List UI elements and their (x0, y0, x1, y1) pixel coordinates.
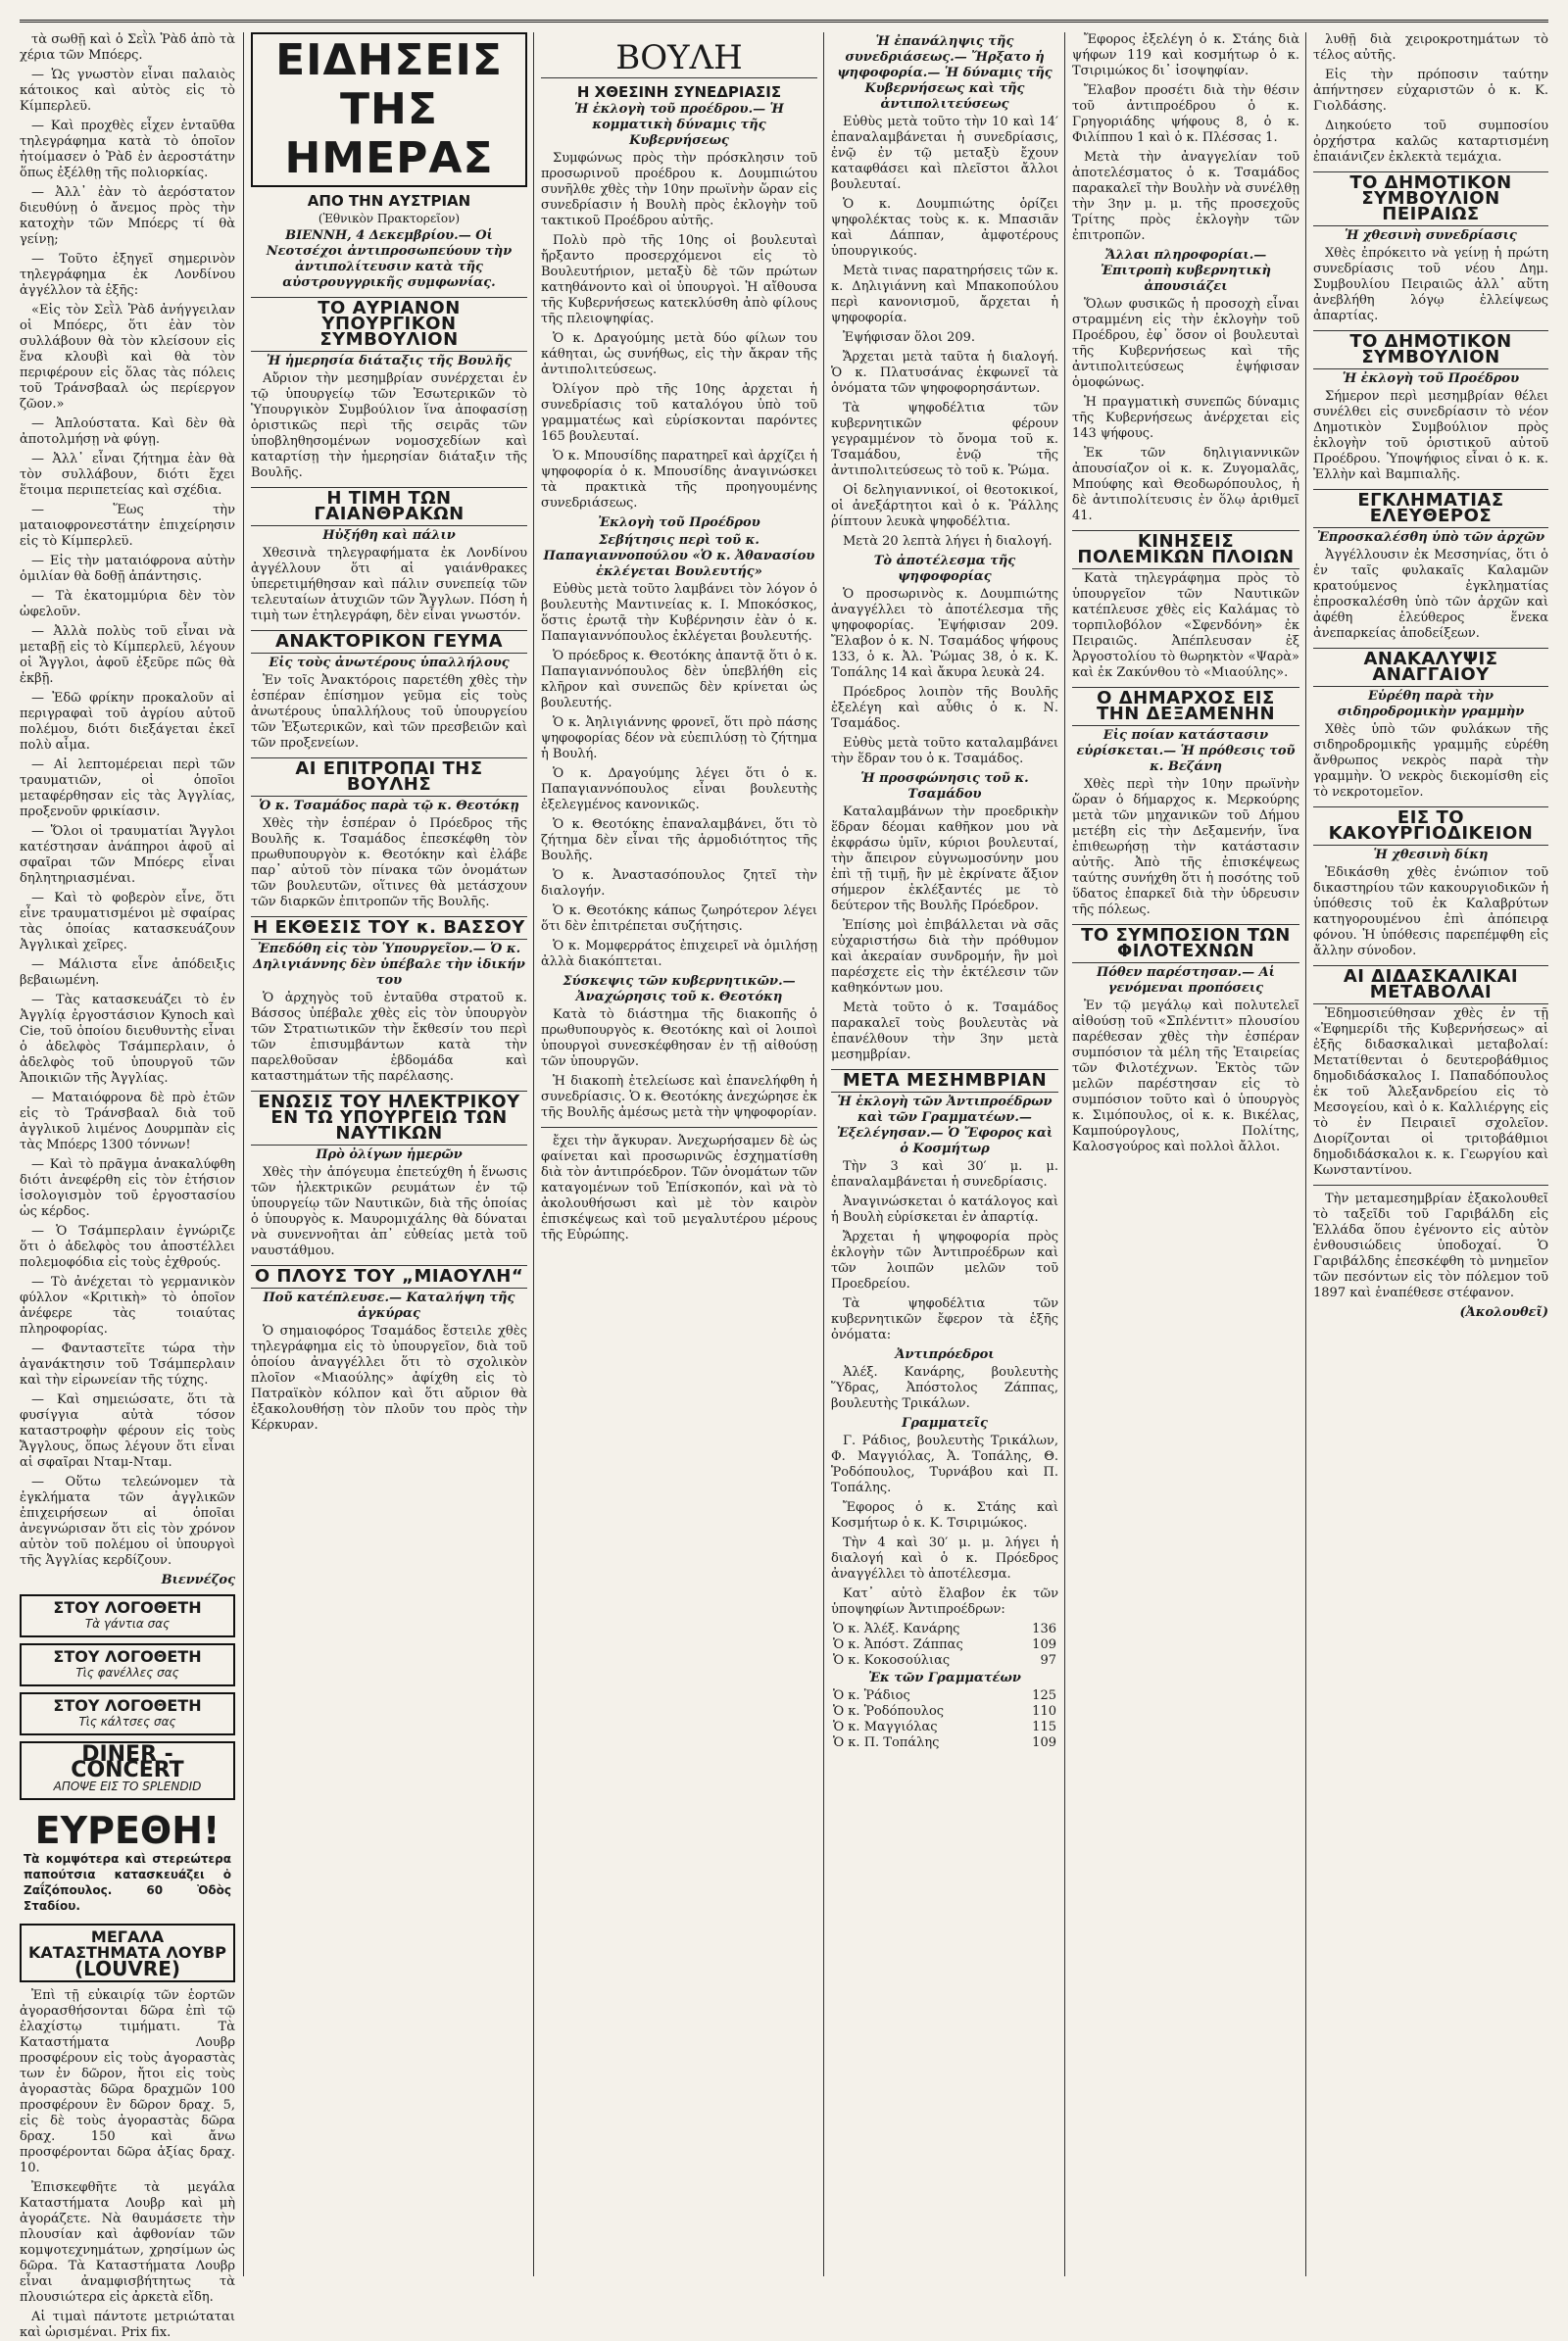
article-paragraph: Ἀναγινώσκεται ὁ κατάλογος καὶ ἡ Βουλὴ εὑρίσκεται ἐν ἀπαρτίᾳ. (831, 1195, 1058, 1225)
article-paragraph: — Ἀπλούστατα. Καὶ δὲν θὰ ἀποτολμήσῃ νὰ φύγῃ. (20, 416, 235, 447)
column-3 (541, 32, 817, 2276)
advert-paragraph: Ἐπὶ τῇ εὐκαιρίᾳ τῶν ἑορτῶν ἀγορασθήσονται δῶρα ἐπὶ τῷ ἐλαχίστῳ τιμήματι. Τὰ Καταστήματα Λουβρ προσφέρουν εἰς τοὺς ἀγοραστὰς των ἐν δῶρον, ἤτοι εἰς τοὺς ἀγοραστὰς δῶρα δραχμῶν 100 προσφέρουν ἓν δῶρον δραχ. 5, εἰς δὲ τοὺς ἀγοραστὰς δῶρα δραχ. 150 καὶ ἄνω προσφέρονται δῶρα ἀξίας δραχ. 10. (20, 1988, 235, 2175)
article-paragraph: Ἀλέξ. Κανάρης, βουλευτὴς Ὕδρας, Ἀπόστολος Ζάππας, βουλευτὴς Τρικάλων. (831, 1365, 1058, 1411)
section-rule (541, 1127, 817, 1128)
article-paragraph: Ἀγγέλλουσιν ἐκ Μεσσηνίας, ὅτι ὁ ἐν ταῖς φυλακαῖς Καλαμῶν κρατούμενος ἐγκληματίας ἐπροσκαλέσθη ὑπὸ τῶν ἀρχῶν καὶ ἀφέθη ἐλεύθερος ἕνεκα ἀνεπαρκείας ἀποδείξεων. (1313, 548, 1548, 641)
advert-title: ΣΤΟΥ ΛΟΓΟΘΕΤΗ (53, 1696, 202, 1715)
article-paragraph: Ὁ κ. Μπουσίδης παρατηρεῖ καὶ ἀρχίζει ἡ ψηφοφορία ὁ κ. Μπουσίδης ἀναγινώσκει τὰ πρακτικὰ τῆς προηγουμένης συνεδριάσεως. (541, 449, 817, 511)
article-paragraph: Εὐθὺς μετὰ τοῦτο τὴν 10 καὶ 14′ ἐπαναλαμβάνεται ἡ συνεδρίασις, ἐνῷ ἐν τῷ μεταξὺ ἔχουν καταφθάσει καὶ πλεῖστοι ἄλλοι βουλευταί. (831, 115, 1058, 192)
article-paragraph: Ὀλίγον πρὸ τῆς 10ης ἀρχεται ἡ συνεδρίασις τοῦ καταλόγου ὑπὸ τοῦ γραμματέως καὶ εὑρίσκονται παρόντες 165 βουλευταί. (541, 382, 817, 444)
article-subheading: Εὑρέθη παρὰ τὴν σιδηροδρομικὴν γραμμὴν (1337, 689, 1525, 719)
article-subheading: Εἰς ποίαν κατάστασιν εὑρίσκεται.— Ἡ πρόθεσις τοῦ κ. Βεζάνη (1076, 728, 1296, 774)
article-paragraph: Ὁ πρόεδρος κ. Θεοτόκης ἀπαντᾷ ὅτι ὁ κ. Παπαγιαννόπουλος δὲν ὑπεβλήθη εἰς κλῆρον καὶ συνεπῶς δὲν κρίνεται ὡς βουλευτής. (541, 649, 817, 710)
article-heading: Ο ΠΛΟΥΣ ΤΟΥ „ΜΙΑΟΥΛΗ“ (251, 1265, 527, 1289)
candidate-name: Ὁ κ. Ἀπόστ. Ζάππας (833, 1637, 963, 1652)
advert-text: Τὶς κάλτσες σας (78, 1715, 176, 1729)
advert-title: DINER - CONCERT (71, 1742, 184, 1782)
table-row (831, 1720, 1058, 1735)
advert-diner-concert (20, 1741, 235, 1800)
candidate-name: Ὁ κ. Κοκοσούλιας (833, 1653, 951, 1668)
article-heading: ΑΝΑΚΑΛΥΨΙΣ ΑΝΑΓΓΑΙΟΥ (1313, 648, 1548, 687)
article-paragraph: Καταλαμβάνων τὴν προεδρικὴν ἕδραν δέομαι καθῆκον μου νὰ ἐκφράσω ὑμῖν, κύριοι βουλευταί, τὴν ἄπειρον εὐγνωμοσύνην μου ἐπὶ τῇ τιμῇ, ἣν μὲ ἐκρίνατε ἄξιον σήμερον ἐκλέξαντές με τὸ δεύτερον τῆς Βουλῆς Πρόεδρον. (831, 805, 1058, 913)
article-paragraph: Ὁ προσωρινὸς κ. Δουμπιώτης ἀναγγέλλει τὸ ἀποτέλεσμα τῆς ψηφοφορίας. Ἐψήφισαν 209. Ἔλαβον ὁ κ. Ν. Τσαμάδος ψήφους 133, ὁ κ. Ἀλ. Ῥώμας 38, ὁ κ. Κ. Τοπάλης 14 καὶ ἄκυρα λευκὰ 24. (831, 587, 1058, 680)
article-paragraph: Τὴν μεταμεσημβρίαν ἐξακολουθεῖ τὸ ταξεῖδι τοῦ Γαριβάλδη εἰς Ἑλλάδα ὅπου ἐγένοντο εἰς αὐτὸν ἐνθουσιώδεις ὑποδοχαί. Ὁ Γαριβάλδης ἐπεσκέφθη τὸ μνημεῖον τῶν πεσόντων εἰς τὸν πόλεμον τοῦ 1897 καὶ ἐναπέθεσε στέφανον. (1313, 1192, 1548, 1300)
article-paragraph: — Ὡς γνωστὸν εἶναι παλαιὸς κάτοικος καὶ αὐτὸς εἰς τὸ Κίμπερλεϋ. (20, 68, 235, 114)
article-paragraph: Μετὰ τοῦτο ὁ κ. Τσαμάδος παρακαλεῖ τοὺς βουλευτὰς νὰ ἐπανέλθουν τὴν 3ην μετὰ μεσημβρίαν. (831, 1000, 1058, 1062)
article-paragraph: Ἐκ τῶν δηλιγιαννικῶν ἀπουσίαζον οἱ κ. κ. Ζυγομαλᾶς, Μπούφης καὶ Θεοδωρόπουλος, ἡ δὲ ἀντιπολίτευσις ἐν ὅλῳ ἀριθμεῖ 41. (1072, 446, 1299, 523)
column-2 (251, 32, 527, 2276)
advert-title: ΣΤΟΥ ΛΟΓΟΘΕΤΗ (53, 1647, 202, 1666)
article-subheading: Ἡ χθεσινὴ συνεδρίασις (1345, 228, 1517, 243)
article-subheading: Ἄλλαι πληροφορίαι.— Ἐπιτροπὴ κυβερνητικὴ ἀπουσιάζει (1101, 248, 1271, 294)
article-paragraph: Μετὰ τὴν ἀναγγελίαν τοῦ ἀποτελέσματος ὁ κ. Τσαμάδος παρακαλεῖ τὴν Βουλὴν νὰ συνέλθῃ τὴν 3ην μ. μ. τῆς προσεχοῦς Τρίτης πρὸς ἐκλογὴν τῶν ἐπιτροπῶν. (1072, 150, 1299, 243)
article-paragraph: Ἐν τῷ μεγάλῳ καὶ πολυτελεῖ αἰθούσῃ τοῦ «Σπλέντιτ» πλουσίου παρέθεσαν χθὲς τὴν ἑσπέραν συμπόσιον τὰ μέλη τῆς Ἑταιρείας τῶν Φιλοτέχνων. Ἐκτὸς τῶν μελῶν παρέστησαν εἰς τὸ συμπόσιον τοῦτο καὶ ὁ ὑπουργὸς κ. Σιμόπουλος, οἱ κ. κ. Βικέλας, Καμπούρογλους, Πολίτης, Καλοσγούρος καὶ πολλοὶ ἄλλοι. (1072, 999, 1299, 1154)
article-paragraph: Ὁ κ. Δουμπιώτης ὁρίζει ψηφολέκτας τοὺς κ. κ. Μπασιᾶν καὶ Δάππαν, ἀμφοτέρους ὑπουργικούς. (831, 197, 1058, 259)
results-table (831, 1622, 1058, 1669)
article-heading: ΜΕΤΑ ΜΕΣΗΜΒΡΙΑΝ (831, 1069, 1058, 1093)
article-paragraph: λυθῇ διὰ χειροκροτημάτων τὸ τέλος αὐτῆς. (1313, 32, 1548, 63)
article-subheading: Πρὸ ὀλίγων ἡμερῶν (316, 1147, 463, 1162)
article-heading: ΑΙ ΔΙΔΑΣΚΑΛΙΚΑΙ ΜΕΤΑΒΟΛΑΙ (1313, 965, 1548, 1004)
column-rule (1305, 32, 1306, 2276)
advert-logothetis (20, 1643, 235, 1686)
advert-text: Τὰ κομψότερα καὶ στερεώτερα παπούτσια κατασκευάζει ὁ Ζαΐζόπουλος. 60 Ὁδὸς Σταδίου. (24, 1852, 231, 1913)
article-paragraph: Χθὲς τὴν ἀπόγευμα ἐπετεύχθη ἡ ἕνωσις τῶν ἠλεκτρικῶν ρευμάτων ἐν τῷ ὑπουργείῳ τῶν Ναυτικῶν, διὰ τῆς ὁποίας ὁ ὑπουργὸς κ. Μαυρομιχάλης θὰ δύναται νὰ συνεννοῆται ἀπ᾽ εὐθείας μετὰ τοῦ ναυστάθμου. (251, 1165, 527, 1258)
article-paragraph: Ὁ κ. Θεοτόκης κάπως ζωηρότερον λέγει ὅτι δὲν ἐπιτρέπεται συζήτησις. (541, 903, 817, 934)
candidate-name: Ὁ κ. Π. Τοπάλης (833, 1735, 940, 1750)
article-paragraph: — Ἐδῶ φρίκην προκαλοῦν αἱ περιγραφαὶ τοῦ ἀγρίου αὐτοῦ πολέμου, διότι διεξάγεται ἐκεῖ πολὺ αἷμα. (20, 691, 235, 753)
article-subheading: Ὁ κ. Τσαμάδος παρὰ τῷ κ. Θεοτόκῃ (259, 799, 519, 813)
advert-title: ΜΕΓΑΛΑ ΚΑΤΑΣΤΗΜΑΤΑ ΛΟΥΒΡ (28, 1927, 226, 1962)
article-paragraph: Χθὲς περὶ τὴν 10ην πρωϊνὴν ὥραν ὁ δήμαρχος κ. Μερκούρης μετὰ τῶν μηχανικῶν τοῦ Δήμου μετέβη εἰς τὴν Δεξαμενήν, ἵνα ἐπιθεωρήσῃ τὴν κατάστασιν αὐτῆς. Ἀπὸ τῆς ἐπισκέψεως ταύτης συνήχθη ὅτι ἡ ποσότης τοῦ ὕδατος ἐπαρκεῖ διὰ τὴν ὑδρευσιν τῆς πόλεως. (1072, 777, 1299, 917)
article-paragraph: Σήμερον περὶ μεσημβρίαν θέλει συνέλθει εἰς συνεδρίασιν τὸ νέον Δημοτικὸν Συμβούλιον πρὸς ἐκλογὴν τοῦ ὁριστικοῦ αὐτοῦ Προέδρου. Ὑποψήφιος εἶναι ὁ κ. κ. Ἐλλὴν καὶ Βαμπιαλῆς. (1313, 389, 1548, 482)
article-paragraph: Ὁ κ. Δραγούμης μετὰ δύο φίλων του κάθηται, ὡς συνήθως, εἰς τὴν ἄκραν τῆς ἀντιπολιτεύσεως. (541, 331, 817, 377)
table-row (831, 1637, 1058, 1653)
article-paragraph: Αὔριον τὴν μεσημβρίαν συνέρχεται ἐν τῷ ὑπουργείῳ τῶν Ἐσωτερικῶν τὸ Ὑπουργικὸν Συμβούλιον ἵνα ἀποφασίσῃ ὁριστικῶς περὶ τῆς σειρᾶς τῶν ὑποβληθησομένων νομοσχεδίων καὶ καταρτίσῃ τὴν ἡμερησίαν διάταξιν τῆς Βουλῆς. (251, 371, 527, 480)
article-paragraph: — Καὶ σημειώσατε, ὅτι τὰ φυσίγγια αὐτὰ τόσον καταστροφὴν φέρουν εἰς τοὺς Ἄγγλους, ὅπως λέγουν ὅτι εἶναι αἱ σφαῖραι Νταμ-Νταμ. (20, 1392, 235, 1470)
article-paragraph: Ἐδικάσθη χθὲς ἐνώπιον τοῦ δικαστηρίου τῶν κακουργιοδικῶν ἡ ὑπόθεσις τοῦ ἐκ Καλαβρύτων κατηγορουμένου ἐπὶ ἀπόπειρᾳ φόνου. Ἡ ὑπόθεσις παρεπέμφθη εἰς ἄλλην σύνοδον. (1313, 865, 1548, 958)
table-row (831, 1688, 1058, 1704)
candidate-name: Ὁ κ. Ἀλέξ. Κανάρης (833, 1622, 960, 1636)
article-paragraph: Γ. Ράδιος, βουλευτὴς Τρικάλων, Φ. Μαγγιόλας, Ἀ. Τοπάλης, Θ. Ῥοδόπουλος, Τυρνάβου καὶ Π. Τοπάλης. (831, 1434, 1058, 1495)
column-rule (823, 32, 824, 2276)
article-paragraph: Εὐθὺς μετὰ τοῦτο καταλαμβάνει τὴν ἕδραν του ὁ κ. Τσαμάδος. (831, 736, 1058, 766)
article-heading: ΑΙ ΕΠΙΤΡΟΠΑΙ ΤΗΣ ΒΟΥΛΗΣ (251, 757, 527, 797)
article-paragraph: — Τοῦτο ἐξηγεῖ σημερινὸν τηλεγράφημα ἐκ Λονδίνου ἀγγέλλον τὰ ἑξῆς: (20, 252, 235, 298)
article-heading: ΕΙΣ ΤΟ ΚΑΚΟΥΡΓΙΟΔΙΚΕΙΟΝ (1313, 806, 1548, 846)
article-paragraph: Ἐν τοῖς Ἀνακτόροις παρετέθη χθὲς τὴν ἑσπέραν ἐπίσημον γεῦμα εἰς τοὺς ἀνωτέρους ὑπαλλήλους τοῦ ὑπουργείου τῶν Ἐξωτερικῶν, καὶ τῶν πρεσβειῶν καὶ τῶν προξενείων. (251, 673, 527, 751)
article-paragraph: Διηκούετο τοῦ συμποσίου ὀρχήστρα καλῶς καταρτισμένη ἐπαιάνιζεν ἐκλεκτὰ τεμάχια. (1313, 119, 1548, 165)
article-subheading: Πόθεν παρέστησαν.— Αἱ γενόμεναι προπόσεις (1097, 965, 1275, 996)
article-paragraph: Ἐψήφισαν ὅλοι 209. (843, 330, 976, 345)
section-heading: ΒΟΥΛΗ (541, 38, 817, 78)
advert-text: Τὰ γάντια σας (84, 1617, 171, 1631)
article-heading: ΤΟ ΑΥΡΙΑΝΟΝ ΥΠΟΥΡΓΙΚΟΝ ΣΥΜΒΟΥΛΙΟΝ (251, 297, 527, 352)
table-row (831, 1622, 1058, 1637)
article-paragraph: Τὴν 4 καὶ 30′ μ. μ. λήγει ἡ διαλογή καὶ ὁ κ. Πρόεδρος ἀναγγέλλει τὸ ἀποτέλεσμα. (831, 1536, 1058, 1582)
article-paragraph: Ὁ ἀρχηγὸς τοῦ ἐνταῦθα στρατοῦ κ. Βάσσος ὑπέβαλε χθὲς εἰς τὸν ὑπουργὸν τῶν Στρατιωτικῶν τὴν ἔκθεσίν του περὶ τῶν ἐπισυμβάντων κατὰ τὴν παρελθοῦσαν ἑβδομάδα καὶ καταστημάτων τῆς παρέλασης. (251, 991, 527, 1084)
newspaper-page (20, 20, 1548, 2340)
article-paragraph: Ὁ κ. Μομφερράτος ἐπιχειρεῖ νὰ ὁμιλήσῃ ἀλλὰ διακόπτεται. (541, 939, 817, 969)
article-heading: Η ΕΚΘΕΣΙΣ ΤΟΥ κ. ΒΑΣΣΟΥ (251, 916, 527, 940)
article-subheading: Τὸ ἀποτέλεσμα τῆς ψηφοφορίας (873, 554, 1016, 584)
continuation-note: (Ἀκολουθεῖ) (1459, 1305, 1548, 1320)
advert-subtitle: (LOUVRE) (74, 1957, 181, 1980)
column-6 (1313, 32, 1548, 2276)
article-paragraph: Μετὰ 20 λεπτὰ λήγει ἡ διαλογή. (843, 534, 1053, 549)
article-paragraph: — Τὸ ἀνέχεται τὸ γερμανικὸν φύλλον «Κριτικὴ» τὸ ὁποῖον ἀνέφερε τὰς τοιαύτας πληροφορίας. (20, 1275, 235, 1337)
candidate-votes: 110 (1032, 1704, 1056, 1719)
article-subheading: Ἐκλογὴ τοῦ Προέδρου (598, 515, 760, 530)
article-source: (Ἐθνικὸν Πρακτορεῖον) (318, 212, 461, 225)
article-heading: Ο ΔΗΜΑΡΧΟΣ ΕΙΣ ΤΗΝ ΔΕΞΑΜΕΝΗΝ (1072, 687, 1299, 726)
article-paragraph: — Ματαιόφρονα δὲ πρὸ ἐτῶν εἰς τὸ Τράνσβααλ διὰ τοῦ ἀγγλικοῦ λιμένος Δουρμπὰν εἰς τὰς Μπόερς 1300 τόννων! (20, 1091, 235, 1152)
column-5 (1072, 32, 1299, 2276)
article-subheading: ΒΙΕΝΝΗ, 4 Δεκεμβρίου.— Οἱ Νεοτσέχοι ἀντιπροσωπεύουν τὴν ἀντιπολίτευσιν κατὰ τῆς αὐστρουγγρικῆς συμφωνίας. (266, 228, 513, 290)
results-table (831, 1688, 1058, 1751)
article-paragraph: Ἄρχεται ἡ ψηφοφορία πρὸς ἐκλογὴν τῶν Ἀντιπροέδρων καὶ τῶν λοιπῶν μελῶν τοῦ Προεδρείου. (831, 1230, 1058, 1292)
advert-paragraph: Ἐπισκεφθῆτε τὰ μεγάλα Καταστήματα Λουβρ καὶ μὴ ἀγοράζετε. Νὰ θαυμάσετε τὴν πλουσίαν καὶ ἀφθονίαν τῶν κομψοτεχνημάτων, χρησίμων ὡς δῶρα. Τὰ Καταστήματα Λουβρ εἶναι ἀναμφισβήτητως τὰ πλουσιώτερα εἰς ἀρκετὰ εἴδη. (20, 2180, 235, 2305)
article-subheading: Ἡ προσφώνησις τοῦ κ. Τσαμάδου (860, 771, 1029, 802)
column-rule (1064, 32, 1065, 2276)
article-subheading: Ἡ ἐκλογὴ τοῦ προέδρου.— Ἡ κομματικὴ δύναμις τῆς Κυβερνήσεως (574, 102, 784, 148)
candidate-votes: 109 (1032, 1735, 1056, 1750)
article-paragraph: Οἱ δεληγιαννικοί, οἱ θεοτοκικοί, οἱ ἀνεξάρτητοι καὶ ὁ κ. Ῥάλλης ῥίπτουν λευκὰ ψηφοδέλτια. (831, 483, 1058, 529)
signature: Βιεννέζος (161, 1573, 235, 1587)
article-paragraph: Ἐδημοσιεύθησαν χθὲς ἐν τῇ «Ἐφημερίδι τῆς Κυβερνήσεως» αἱ ἑξῆς διδασκαλικαὶ μεταβολαί: Μετατίθενται ὁ δευτεροβάθμιος δημοδιδάσκαλος Ι. Παπαδόπουλος ἐκ τοῦ Ἁλεξανδρείου εἰς τὸ Μεσογείου, καὶ ὁ κ. Καλλιέργης εἰς τὸ ἐν Πειραιεῖ σχολεῖον. Διορίζονται οἱ τριτοβάθμιοι δημοδιδάσκαλοι κ. κ. Γεωργίου καὶ Κωνσταντίνου. (1313, 1006, 1548, 1178)
article-heading: Η ΤΙΜΗ ΤΩΝ ΓΑΙΑΝΘΡΑΚΩΝ (251, 487, 527, 526)
article-paragraph: Ὁ κ. Θεοτόκης ἐπαναλαμβάνει, ὅτι τὸ ζήτημα δὲν εἶναι τῆς ἁρμοδιότητος τῆς Βουλῆς. (541, 817, 817, 863)
list-heading: Ἀντιπρόεδροι (895, 1347, 995, 1362)
column-4 (831, 32, 1058, 2276)
article-heading: Η ΧΘΕΣΙΝΗ ΣΥΝΕΔΡΙΑΣΙΣ (576, 83, 782, 101)
column-1 (20, 32, 235, 2340)
candidate-name: Ὁ κ. Ῥοδόπουλος (833, 1704, 945, 1719)
advert-text: Τὶς φανέλλες σας (75, 1666, 179, 1680)
article-paragraph: Ἔφορος ὁ κ. Στάης καὶ Κοσμήτωρ ὁ κ. Κ. Τσιριμώκος. (831, 1500, 1058, 1531)
candidate-votes: 109 (1032, 1637, 1056, 1652)
article-paragraph: — Εἰς τὴν ματαιόφρονα αὐτὴν ὁμιλίαν θὰ δοθῇ ἀπάντησις. (20, 554, 235, 584)
article-paragraph: Τὰ ψηφοδέλτια τῶν κυβερνητικῶν φέρουν γεγραμμένον τὸ ὄνομα τοῦ κ. Τσαμάδου, ἐνῷ τῆς ἀντιπολιτεύσεως τὸ τοῦ κ. Ῥώμα. (831, 401, 1058, 478)
article-paragraph: Εὐθὺς μετὰ τοῦτο λαμβάνει τὸν λόγον ὁ βουλευτὴς Μαντινείας κ. Ι. Μποκόσκος, ὅστις ἐρωτᾷ τὴν Κυβέρνησιν ἐὰν ὁ κ. Παπαγιαννόπουλος ἐκλέγεται βουλευτής. (541, 582, 817, 644)
article-subheading: Ποῦ κατέπλευσε.— Καταλήψη τῆς ἀγκύρας (263, 1291, 515, 1321)
article-paragraph: ἔχει τὴν ἄγκυραν. Ἀνεχωρήσαμεν δὲ ὡς φαίνεται καὶ προσωρινῶς ἐσχηματίσθη διὰ τὸν ἀντιπρόεδρον. Τῶν ὀνομάτων τῶν καταγομένων τοῦ Ἐπίσκοπόν, καὶ νὰ τὸ ἀκολουθήσωσι καὶ μὲ τὸν καιρὸν ἐπισκέψεως καὶ τοῦ μεγαλυτέρου μέρους τῆς Εὐρώπης. (541, 1134, 817, 1243)
article-paragraph: Ἔλαβον προσέτι διὰ τὴν θέσιν τοῦ ἀντιπροέδρου ὁ κ. Γρηγοριάδης ψήφους 8, ὁ κ. Φιλίππου 1 καὶ ὁ κ. Πλέσσας 1. (1072, 83, 1299, 145)
article-paragraph: Ὁ κ. Ἀηλιγιάννης φρονεῖ, ὅτι πρὸ πάσης ψηφοφορίας δέον νὰ εὐεπιλύσῃ τὸ ζήτημα ἡ Βουλή. (541, 715, 817, 761)
advert-title: ΕΥΡΕΘΗ! (34, 1809, 220, 1852)
article-paragraph: — Ἀλλ᾽ ἐὰν τὸ ἀερόστατον διευθύνῃ ὁ ἄνεμος πρὸς τὴν κατοχὴν τῶν Μπόερς τί θὰ γείνῃ; (20, 185, 235, 247)
article-paragraph: — Ὅλοι οἱ τραυματίαι Ἄγγλοι κατέστησαν ἀνάπηροι ἀφοῦ αἱ σφαῖραι τῶν Μπόερς εἶναι δηλητηριασμέναι. (20, 824, 235, 886)
article-paragraph: Κατ᾽ αὐτὸ ἔλαβον ἐκ τῶν ὑποψηφίων Ἀντιπροέδρων: (831, 1586, 1058, 1617)
list-heading: Γραμματεῖς (902, 1416, 988, 1431)
table-row (831, 1653, 1058, 1669)
article-paragraph: — Ἕως τὴν ματαιοφρονεστάτην ἐπιχείρησιν εἰς τὸ Κίμπερλεϋ. (20, 503, 235, 549)
article-subheading: Ηὐξήθη καὶ πάλιν (322, 528, 456, 543)
candidate-name: Ὁ κ. Μαγγιόλας (833, 1720, 938, 1734)
article-paragraph: — Ὁ Τσάμπερλαιν ἐγνώριζε ὅτι ὁ ἀδελφὸς του ἀποστέλλει πολεμοφόδια εἰς τοὺς ἐχθρούς. (20, 1224, 235, 1270)
masthead-title: ΕΙΔΗΣΕΙΣ ΤΗΣ ΗΜΕΡΑΣ (251, 32, 527, 187)
article-subheading: Ἡ χθεσινὴ δίκη (1373, 848, 1489, 862)
article-heading: ΕΓΚΛΗΜΑΤΙΑΣ ΕΛΕΥΘΕΡΟΣ (1313, 489, 1548, 528)
list-heading: Ἐκ τῶν Γραμματέων (868, 1671, 1021, 1685)
article-paragraph: Ἡ διακοπὴ ἐτελείωσε καὶ ἐπανελήφθη ἡ συνεδρίασις. Ὁ κ. Θεοτόκης ἀνεχώρησε ἐκ τῆς Βουλῆς ἀμέσως μετὰ τὴν ψηφοφορίαν. (541, 1074, 817, 1120)
article-subheading: Ἐπροσκαλέσθη ὑπὸ τῶν ἀρχῶν (1316, 530, 1545, 545)
advert-logothetis (20, 1692, 235, 1735)
candidate-votes: 97 (1040, 1653, 1056, 1668)
advert-title: ΣΤΟΥ ΛΟΓΟΘΕΤΗ (53, 1598, 202, 1617)
article-paragraph: Τὴν 3 καὶ 30′ μ. μ. ἐπαναλαμβάνεται ἡ συνεδρίασις. (831, 1159, 1058, 1190)
article-subheading: Ἡ ἐπανάληψις τῆς συνεδριάσεως.— Ἤρξατο ἡ ψηφοφορία.— Ἡ δύναμις τῆς Κυβερνήσεως καὶ τῆς ἀντιπολιτεύσεως (837, 34, 1053, 112)
candidate-votes: 115 (1032, 1720, 1056, 1734)
article-paragraph: — Αἱ λεπτομέρειαι περὶ τῶν τραυματιῶν, οἱ ὁποῖοι μεταφέρθησαν εἰς τὰς Ἀγγλίας, προξενοῦν φρικίασιν. (20, 757, 235, 819)
article-heading: ΑΝΑΚΤΟΡΙΚΟΝ ΓΕΥΜΑ (251, 630, 527, 654)
article-paragraph: Εἰς τὴν πρόποσιν ταύτην ἀπήντησεν εὐχαριστῶν ὁ κ. Κ. Γιολδάσης. (1313, 68, 1548, 114)
article-paragraph: — Φανταστεῖτε τώρα τὴν ἀγανάκτησιν τοῦ Τσάμπερλαιν καὶ τὴν εἰρωνείαν τῆς τύχης. (20, 1341, 235, 1388)
article-paragraph: Τὰ ψηφοδέλτια τῶν κυβερνητικῶν ἔφερον τὰ ἑξῆς ὀνόματα: (831, 1296, 1058, 1342)
article-paragraph: — Τὰς κατασκευάζει τὸ ἐν Ἀγγλίᾳ ἐργοστάσιον Kynoch καὶ Cie, τοῦ ὁποίου διευθυντὴς εἶναι ὁ ἀδελφὸς Τσάμπερλαιν, ὁ ἀδελφὸς τοῦ ὑπουργοῦ τῶν Ἀποικιῶν τῆς Ἀγγλίας. (20, 993, 235, 1086)
article-paragraph: Κατὰ τηλεγράφημα πρὸς τὸ ὑπουργεῖον τῶν Ναυτικῶν κατέπλευσε χθὲς εἰς Καλάμας τὸ τορπιλοβόλον «Σφενδόνη» ἐκ Πειραιῶς. Ἀπέπλευσαν ἐξ Ἀργοστολίου τὸ θωρηκτὸν «Ψαρὰ» καὶ ἐκ Ζακύνθου τὸ «Μιαούλης». (1072, 571, 1299, 680)
article-paragraph: «Εἰς τὸν Σεῒλ Ῥὰδ ἀνήγγειλαν οἱ Μπόερς, ὅτι ἐὰν τὸν συλλάβουν θὰ τὸν κλείσουν εἰς ἕνα κλουβὶ καὶ θὰ τὸν περιφέρουν εἰς ὅλας τὰς πόλεις τοῦ Τράνσβααλ ὡς περίεργον ζῶον.» (20, 303, 235, 412)
section-rule (1313, 1185, 1548, 1186)
article-paragraph: — Καὶ τὸ πρᾶγμα ἀνακαλύφθη διότι ἀνεφέρθη εἰς τὸν ἐτήσιον ἰσολογισμὸν τοῦ ἐργοστασίου ὡς κέρδος. (20, 1157, 235, 1219)
article-heading: ΤΟ ΔΗΜΟΤΙΚΟΝ ΣΥΜΒΟΥΛΙΟΝ ΠΕΙΡΑΙΩΣ (1313, 171, 1548, 226)
candidate-votes: 136 (1032, 1622, 1056, 1636)
article-heading: ΕΝΩΣΙΣ ΤΟΥ ΗΛΕΚΤΡΙΚΟΥ ΕΝ ΤΩ ΥΠΟΥΡΓΕΙΩ ΤΩΝ ΝΑΥΤΙΚΩΝ (251, 1091, 527, 1146)
article-paragraph: Ἄρχεται μετὰ ταῦτα ἡ διαλογή. Ὁ κ. Πλατυσάνας ἐκφωνεῖ τὰ ὀνόματα τῶν ψηφοφορησάντων. (831, 350, 1058, 396)
article-paragraph: Ἔφορος ἐξελέγη ὁ κ. Στάης διὰ ψήφων 119 καὶ κοσμήτωρ ὁ κ. Τσιριμώκος δι᾽ ἰσοψηφίαν. (1072, 32, 1299, 78)
article-paragraph: — Ἀλλὰ πολὺς τοῦ εἶναι νὰ μεταβῇ εἰς τὸ Κίμπερλεϋ, λέγουν οἱ Ἄγγλοι, ἀφοῦ ἐξεῦρε πῶς θὰ ἐκβῇ. (20, 624, 235, 686)
article-paragraph: Ὁ σημαιοφόρος Τσαμάδος ἔστειλε χθὲς τηλεγράφημα εἰς τὸ ὑπουργεῖον, διὰ τοῦ ὁποίου ἀναγγέλλει ὅτι τὸ σχολικὸν πλοῖον «Μιαούλης» ἀφίχθη εἰς τὸ Πατραϊκὸν κόλπον καὶ ὅτι αὔριον θὰ ἐξακολουθήσῃ τὸν πλοῦν του πρὸς τὴν Κέρκυραν. (251, 1324, 527, 1433)
article-paragraph: Ὁ κ. Δραγούμης λέγει ὅτι ὁ κ. Παπαγιαννόπουλος εἶναι βουλευτὴς ἐξελεγμένος κανονικῶς. (541, 766, 817, 812)
article-paragraph: τὰ σωθῇ καὶ ὁ Σεῒλ Ῥὰδ ἀπὸ τὰ χέρια τῶν Μπόερς. (20, 32, 235, 63)
article-paragraph: — Ἀλλ᾽ εἶναι ζήτημα ἐὰν θὰ τὸν συλλάβουν, διότι ἔχει ἕτοιμα περιπετείας καὶ σχέδια. (20, 452, 235, 498)
column-rule (533, 32, 534, 2276)
article-paragraph: Συμφώνως πρὸς τὴν πρόσκλησιν τοῦ προσωρινοῦ προέδρου κ. Δουμπιώτου συνῆλθε χθὲς τὴν 10ην πρωϊνὴν ὥραν εἰς συνεδρίασιν ἡ Βουλὴ πρὸς ἐκλογὴν τοῦ τακτικοῦ Προέδρου αὐτῆς. (541, 151, 817, 228)
advert-logothetis (20, 1594, 235, 1637)
article-subheading: Ἐπεδόθη εἰς τὸν Ὑπουργεῖον.— Ὁ κ. Δηλιγιάννης δὲν ὑπέβαλε τὴν ἰδικήν του (253, 942, 525, 988)
article-paragraph: Πρόεδρος λοιπὸν τῆς Βουλῆς ἐξελέγη καὶ αὖθις ὁ κ. Ν. Τσαμάδος. (831, 685, 1058, 731)
article-paragraph: Κατὰ τὸ διάστημα τῆς διακοπῆς ὁ πρωθυπουργὸς κ. Θεοτόκης καὶ οἱ λοιποὶ ὑπουργοὶ συνεσκέφθησαν ἐν τῇ αἰθούσῃ τῶν ὑπουργῶν. (541, 1007, 817, 1069)
candidate-name: Ὁ κ. Ῥάδιος (833, 1688, 910, 1703)
advert-text: ΑΠΟΨΕ ΕΙΣ ΤΟ SPLENDID (53, 1780, 202, 1793)
article-paragraph: Ἡ πραγματικὴ συνεπῶς δύναμις τῆς Κυβερνήσεως ἀνέρχεται εἰς 143 ψήφους. (1072, 395, 1299, 441)
article-subheading: Σύσκεψις τῶν κυβερνητικῶν.— Ἀναχώρησις τοῦ κ. Θεοτόκη (563, 974, 796, 1004)
advert-louvre (20, 1924, 235, 1982)
article-paragraph: Ὅλων φυσικῶς ἡ προσοχὴ εἶναι στραμμένη εἰς τὴν ἐκλογὴν τοῦ Προέδρου, ἐφ᾽ ὅσον οἱ βουλευταὶ τῆς Κυβερνήσεως καὶ τῆς ἀντιπολιτεύσεως ἐψήφισαν ὁμοφώνως. (1072, 297, 1299, 390)
article-paragraph: — Τὰ ἐκατομμύρια δὲν τὸν ὠφελοῦν. (20, 589, 235, 619)
article-paragraph: Χθὲς τὴν ἑσπέραν ὁ Πρόεδρος τῆς Βουλῆς κ. Τσαμάδος ἐπεσκέφθη τὸν πρωθυπουργὸν κ. Θεοτόκην καὶ ἐλάβε παρ᾽ αὐτοῦ τὸν πίνακα τῶν ὀνομάτων τῶν βουλευτῶν, οἵτινες θὰ μετάσχουν τῶν διαρκῶν ἐπιτροπῶν τῆς Βουλῆς. (251, 816, 527, 909)
article-subheading: Σεβήτησις περὶ τοῦ κ. Παπαγιαννοπούλου «Ὁ κ. Ἀθανασίου ἐκλέγεται Βουλευτής» (543, 533, 815, 579)
advert-evrethi (20, 1806, 235, 1918)
article-paragraph: Πολὺ πρὸ τῆς 10ης οἱ βουλευταὶ ἤρξαντο προσερχόμενοι εἰς τὸ Βουλευτήριον, μεταξὺ δὲ τῶν πρώτων κατηθάνοντο καὶ οἱ ὑπουργοὶ. Ἡ αἴθουσα τῆς Κυβερνήσεως κατεκλύσθη ἀπὸ φίλους τῆς πλειοψηφίας. (541, 233, 817, 326)
article-paragraph: Χθὲς ὑπὸ τῶν φυλάκων τῆς σιδηροδρομικῆς γραμμῆς εὑρέθη ἄνθρωπος νεκρὸς παρὰ τὴν γραμμὴν. Ὁ νεκρὸς διεκομίσθη εἰς τὸ νεκροτομεῖον. (1313, 722, 1548, 800)
article-paragraph: Ὁ κ. Ἀναστασόπουλος ζητεῖ τὴν διαλογήν. (541, 868, 817, 899)
article-heading: ΤΟ ΣΥΜΠΟΣΙΟΝ ΤΩΝ ΦΙΛΟΤΕΧΝΩΝ (1072, 924, 1299, 963)
article-subheading: Ἡ ἐκλογὴ τῶν Ἀντιπροέδρων καὶ τῶν Γραμματέων.— Ἐξελέγησαν.— Ὁ Ἔφορος καὶ ὁ Κοσμήτωρ (836, 1095, 1054, 1156)
article-paragraph: — Καὶ προχθὲς εἶχεν ἐνταῦθα τηλεγράφημα κατὰ τὸ ὁποῖον ἠτοίμασεν ὁ Ῥὰδ ἐν ἀεροστάτην ὅπως ἐξέλθῃ τῆς πολιορκίας. (20, 119, 235, 180)
article-paragraph: — Καὶ τὸ φοβερὸν εἶνε, ὅτι εἶνε τραυματισμένοι μὲ σφαίρας τὰς ὁποίας κατασκευάζουν Ἀγγλικαὶ χεῖρες. (20, 891, 235, 952)
table-row (831, 1735, 1058, 1751)
article-paragraph: — Οὕτω τελεώνομεν τὰ ἐγκλήματα τῶν ἀγγλικῶν ἐπιχειρήσεων αἱ ὁποῖαι ἀνεγνώρισαν ὅτι εἰς τὸν χρόνον αὐτὸν τοῦ πολέμου οἱ ὑπουργοὶ τῆς Ἀγγλίας κερδίζουν. (20, 1475, 235, 1568)
article-paragraph: — Μάλιστα εἶνε ἀπόδειξις βεβαιωμένη. (20, 957, 235, 988)
table-row (831, 1704, 1058, 1720)
advert-paragraph: Αἱ τιμαὶ πάντοτε μετριώταται καὶ ὡρισμέναι. Prix fix. (20, 2310, 235, 2340)
article-paragraph: Χθεσινὰ τηλεγραφήματα ἐκ Λονδίνου ἀγγέλλουν ὅτι αἱ γαιάνθρακες ὑπερετιμήθησαν καὶ πάλιν συνεπείᾳ τῶν τελευταίων ἀτυχιῶν τῶν Ἄγγλων. Πόση ἡ τιμὴ των ἐτηλεγράφη, δὲν εἶναι γνωστόν. (251, 546, 527, 623)
candidate-votes: 125 (1032, 1688, 1056, 1703)
article-paragraph: Χθὲς ἐπρόκειτο νὰ γείνῃ ἡ πρώτη συνεδρίασις τοῦ νέου Δημ. Συμβουλίου Πειραιῶς ἀλλ᾽ αὕτη ἀνεβλήθη λόγῳ ἐλλείψεως ἀπαρτίας. (1313, 246, 1548, 323)
article-subheading: Ἡ ἐκλογὴ τοῦ Προέδρου (1342, 371, 1520, 386)
column-rule (243, 32, 244, 2276)
article-heading: ΤΟ ΔΗΜΟΤΙΚΟΝ ΣΥΜΒΟΥΛΙΟΝ (1313, 330, 1548, 369)
article-heading: ΑΠΟ ΤΗΝ ΑΥΣΤΡΙΑΝ (307, 192, 471, 210)
article-heading: ΚΙΝΗΣΕΙΣ ΠΟΛΕΜΙΚΩΝ ΠΛΟΙΩΝ (1072, 530, 1299, 569)
article-paragraph: Μετὰ τινας παρατηρήσεις τῶν κ. κ. Δηλιγιάννη καὶ Μπακοπούλου περὶ κανονισμοῦ, ἄρχεται ἡ ψηφοφορία. (831, 264, 1058, 325)
article-paragraph: Ἐπίσης μοὶ ἐπιβάλλεται νὰ σᾶς εὐχαριστήσω διὰ τὴν πρόθυμον καὶ ἀκεραίαν συνδρομήν, ἣν μοὶ παρέσχετε εἰς τὴν ἐκτέλεσιν τῶν καθηκόντων μου. (831, 918, 1058, 996)
article-subheading: Εἰς τοὺς ἀνωτέρους ὑπαλλήλους (269, 656, 510, 670)
article-subheading: Ἡ ἡμερησία διάταξις τῆς Βουλῆς (266, 354, 513, 368)
